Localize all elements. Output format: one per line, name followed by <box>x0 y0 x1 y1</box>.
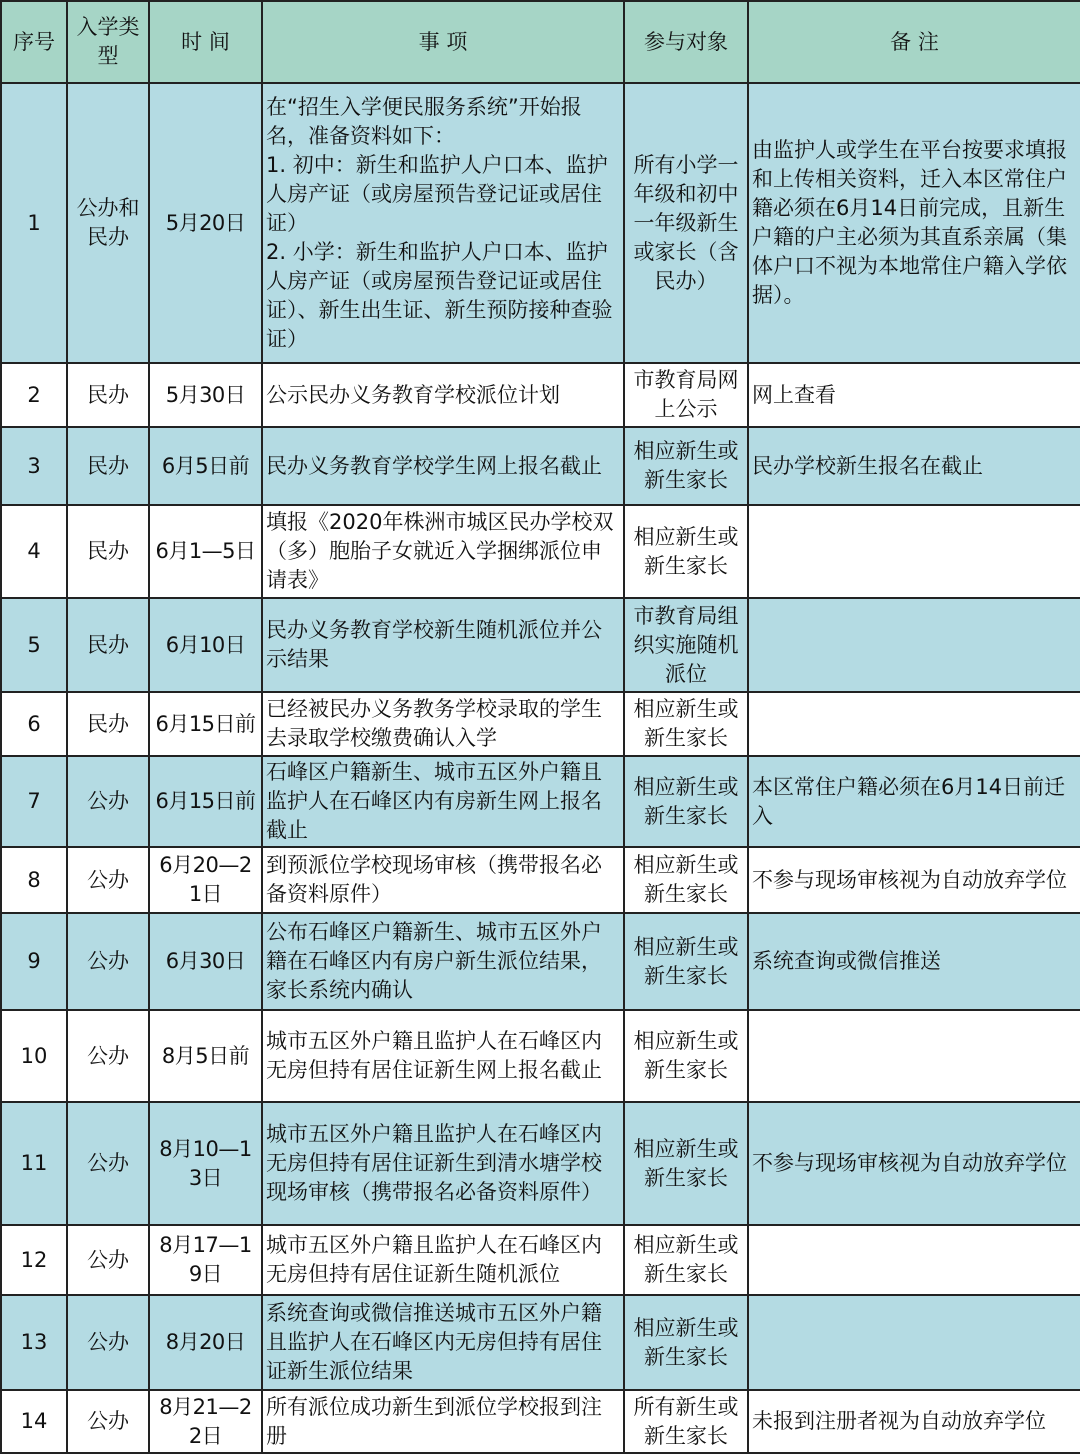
cell-item: 系统查询或微信推送城市五区外户籍且监护人在石峰区内无房但持有居住证新生派位结果 <box>262 1295 624 1390</box>
cell-time: 8月5日前 <box>149 1010 262 1102</box>
cell-item: 城市五区外户籍且监护人在石峰区内无房但持有居住证新生到清水塘学校现场审核（携带报名必备资料原件） <box>262 1102 624 1225</box>
cell-note: 本区常住户籍必须在6月14日前迁入 <box>748 756 1080 847</box>
cell-time: 6月15日前 <box>149 692 262 756</box>
item-line: 在“招生入学便民服务系统”开始报名，准备资料如下： <box>266 94 582 148</box>
cell-type: 公办 <box>67 847 149 913</box>
cell-note <box>748 1010 1080 1102</box>
table-row <box>1 756 1080 847</box>
cell-target: 所有小学一年级和初中一年级新生或家长（含民办） <box>624 83 748 363</box>
table-row <box>1 1010 1080 1102</box>
cell-type: 民办 <box>67 692 149 756</box>
table-row <box>1 598 1080 692</box>
cell-seq: 4 <box>1 505 67 598</box>
cell-type: 公办 <box>67 1010 149 1102</box>
cell-target: 相应新生或新生家长 <box>624 505 748 598</box>
cell-note: 网上查看 <box>748 363 1080 427</box>
cell-seq: 6 <box>1 692 67 756</box>
cell-note: 系统查询或微信推送 <box>748 913 1080 1010</box>
cell-type: 民办 <box>67 427 149 505</box>
header-seq: 序号 <box>1 1 67 83</box>
cell-seq: 11 <box>1 1102 67 1225</box>
cell-time: 6月30日 <box>149 913 262 1010</box>
cell-seq: 7 <box>1 756 67 847</box>
cell-time: 6月1—5日 <box>149 505 262 598</box>
cell-time: 8月10—13日 <box>149 1102 262 1225</box>
cell-seq: 12 <box>1 1225 67 1295</box>
cell-time: 8月20日 <box>149 1295 262 1390</box>
cell-target: 相应新生或新生家长 <box>624 847 748 913</box>
cell-note <box>748 1225 1080 1295</box>
cell-note <box>748 1295 1080 1390</box>
cell-target: 相应新生或新生家长 <box>624 1102 748 1225</box>
table-row <box>1 847 1080 913</box>
cell-note: 民办学校新生报名在截止 <box>748 427 1080 505</box>
cell-type: 民办 <box>67 505 149 598</box>
cell-target: 相应新生或新生家长 <box>624 427 748 505</box>
cell-type: 民办 <box>67 598 149 692</box>
cell-item: 民办义务教育学校学生网上报名截止 <box>262 427 624 505</box>
cell-target: 相应新生或新生家长 <box>624 1295 748 1390</box>
cell-seq: 8 <box>1 847 67 913</box>
cell-type: 公办 <box>67 1390 149 1453</box>
cell-time: 6月10日 <box>149 598 262 692</box>
item-line: 1. 初中：新生和监护人户口本、监护人房产证（或房屋预告登记证或居住证） <box>266 152 608 235</box>
cell-type: 公办 <box>67 913 149 1010</box>
cell-item: 已经被民办义务教务学校录取的学生去录取学校缴费确认入学 <box>262 692 624 756</box>
cell-note: 未报到注册者视为自动放弃学位 <box>748 1390 1080 1453</box>
cell-seq: 3 <box>1 427 67 505</box>
table-row <box>1 1102 1080 1225</box>
cell-target: 相应新生或新生家长 <box>624 692 748 756</box>
cell-seq: 14 <box>1 1390 67 1453</box>
cell-target: 相应新生或新生家长 <box>624 1225 748 1295</box>
cell-item <box>262 83 624 363</box>
cell-note <box>748 598 1080 692</box>
table-row <box>1 427 1080 505</box>
cell-type: 公办 <box>67 1225 149 1295</box>
cell-target: 相应新生或新生家长 <box>624 756 748 847</box>
cell-type: 公办 <box>67 1102 149 1225</box>
table-row <box>1 83 1080 363</box>
cell-target: 市教育局组织实施随机派位 <box>624 598 748 692</box>
cell-target: 相应新生或新生家长 <box>624 1010 748 1102</box>
cell-item: 公布石峰区户籍新生、城市五区外户籍在石峰区内有房户新生派位结果，家长系统内确认 <box>262 913 624 1010</box>
cell-seq: 5 <box>1 598 67 692</box>
cell-type: 民办 <box>67 363 149 427</box>
table-row <box>1 913 1080 1010</box>
cell-note: 不参与现场审核视为自动放弃学位 <box>748 847 1080 913</box>
cell-time: 5月20日 <box>149 83 262 363</box>
cell-time: 8月21—22日 <box>149 1390 262 1453</box>
cell-type: 公办 <box>67 1295 149 1390</box>
cell-item: 公示民办义务教育学校派位计划 <box>262 363 624 427</box>
header-target: 参与对象 <box>624 1 748 83</box>
table-row <box>1 363 1080 427</box>
cell-item: 城市五区外户籍且监护人在石峰区内无房但持有居住证新生随机派位 <box>262 1225 624 1295</box>
item-line: 2. 小学：新生和监护人户口本、监护人房产证（或房屋预告登记证或居住证）、新生出生证、新生预防接种查验证） <box>266 239 613 351</box>
cell-note <box>748 505 1080 598</box>
cell-time: 5月30日 <box>149 363 262 427</box>
cell-target: 相应新生或新生家长 <box>624 913 748 1010</box>
cell-time: 6月15日前 <box>149 756 262 847</box>
table-row <box>1 692 1080 756</box>
cell-note: 不参与现场审核视为自动放弃学位 <box>748 1102 1080 1225</box>
cell-item: 到预派位学校现场审核（携带报名必备资料原件） <box>262 847 624 913</box>
cell-seq: 1 <box>1 83 67 363</box>
cell-item: 填报《2020年株洲市城区民办学校双（多）胞胎子女就近入学捆绑派位申请表》 <box>262 505 624 598</box>
table-row <box>1 1390 1080 1453</box>
cell-item: 所有派位成功新生到派位学校报到注册 <box>262 1390 624 1453</box>
header-note: 备 注 <box>748 1 1080 83</box>
cell-note <box>748 692 1080 756</box>
header-type: 入学类型 <box>67 1 149 83</box>
cell-item: 民办义务教育学校新生随机派位并公示结果 <box>262 598 624 692</box>
cell-seq: 10 <box>1 1010 67 1102</box>
table-row <box>1 1225 1080 1295</box>
cell-type: 公办 <box>67 756 149 847</box>
table-row <box>1 505 1080 598</box>
header-time: 时 间 <box>149 1 262 83</box>
cell-seq: 13 <box>1 1295 67 1390</box>
cell-seq: 2 <box>1 363 67 427</box>
cell-target: 市教育局网上公示 <box>624 363 748 427</box>
cell-target: 所有新生或新生家长 <box>624 1390 748 1453</box>
cell-item: 城市五区外户籍且监护人在石峰区内无房但持有居住证新生网上报名截止 <box>262 1010 624 1102</box>
cell-note: 由监护人或学生在平台按要求填报和上传相关资料，迁入本区常住户籍必须在6月14日前完成，且新生户籍的户主必须为其直系亲属（集体户口不视为本地常住户籍入学依据）。 <box>748 83 1080 363</box>
cell-time: 6月20—21日 <box>149 847 262 913</box>
cell-item: 石峰区户籍新生、城市五区外户籍且监护人在石峰区内有房新生网上报名截止 <box>262 756 624 847</box>
table-header-row <box>1 1 1080 83</box>
cell-time: 6月5日前 <box>149 427 262 505</box>
cell-time: 8月17—19日 <box>149 1225 262 1295</box>
header-item: 事 项 <box>262 1 624 83</box>
cell-type: 公办和民办 <box>67 83 149 363</box>
table-row <box>1 1295 1080 1390</box>
cell-seq: 9 <box>1 913 67 1010</box>
